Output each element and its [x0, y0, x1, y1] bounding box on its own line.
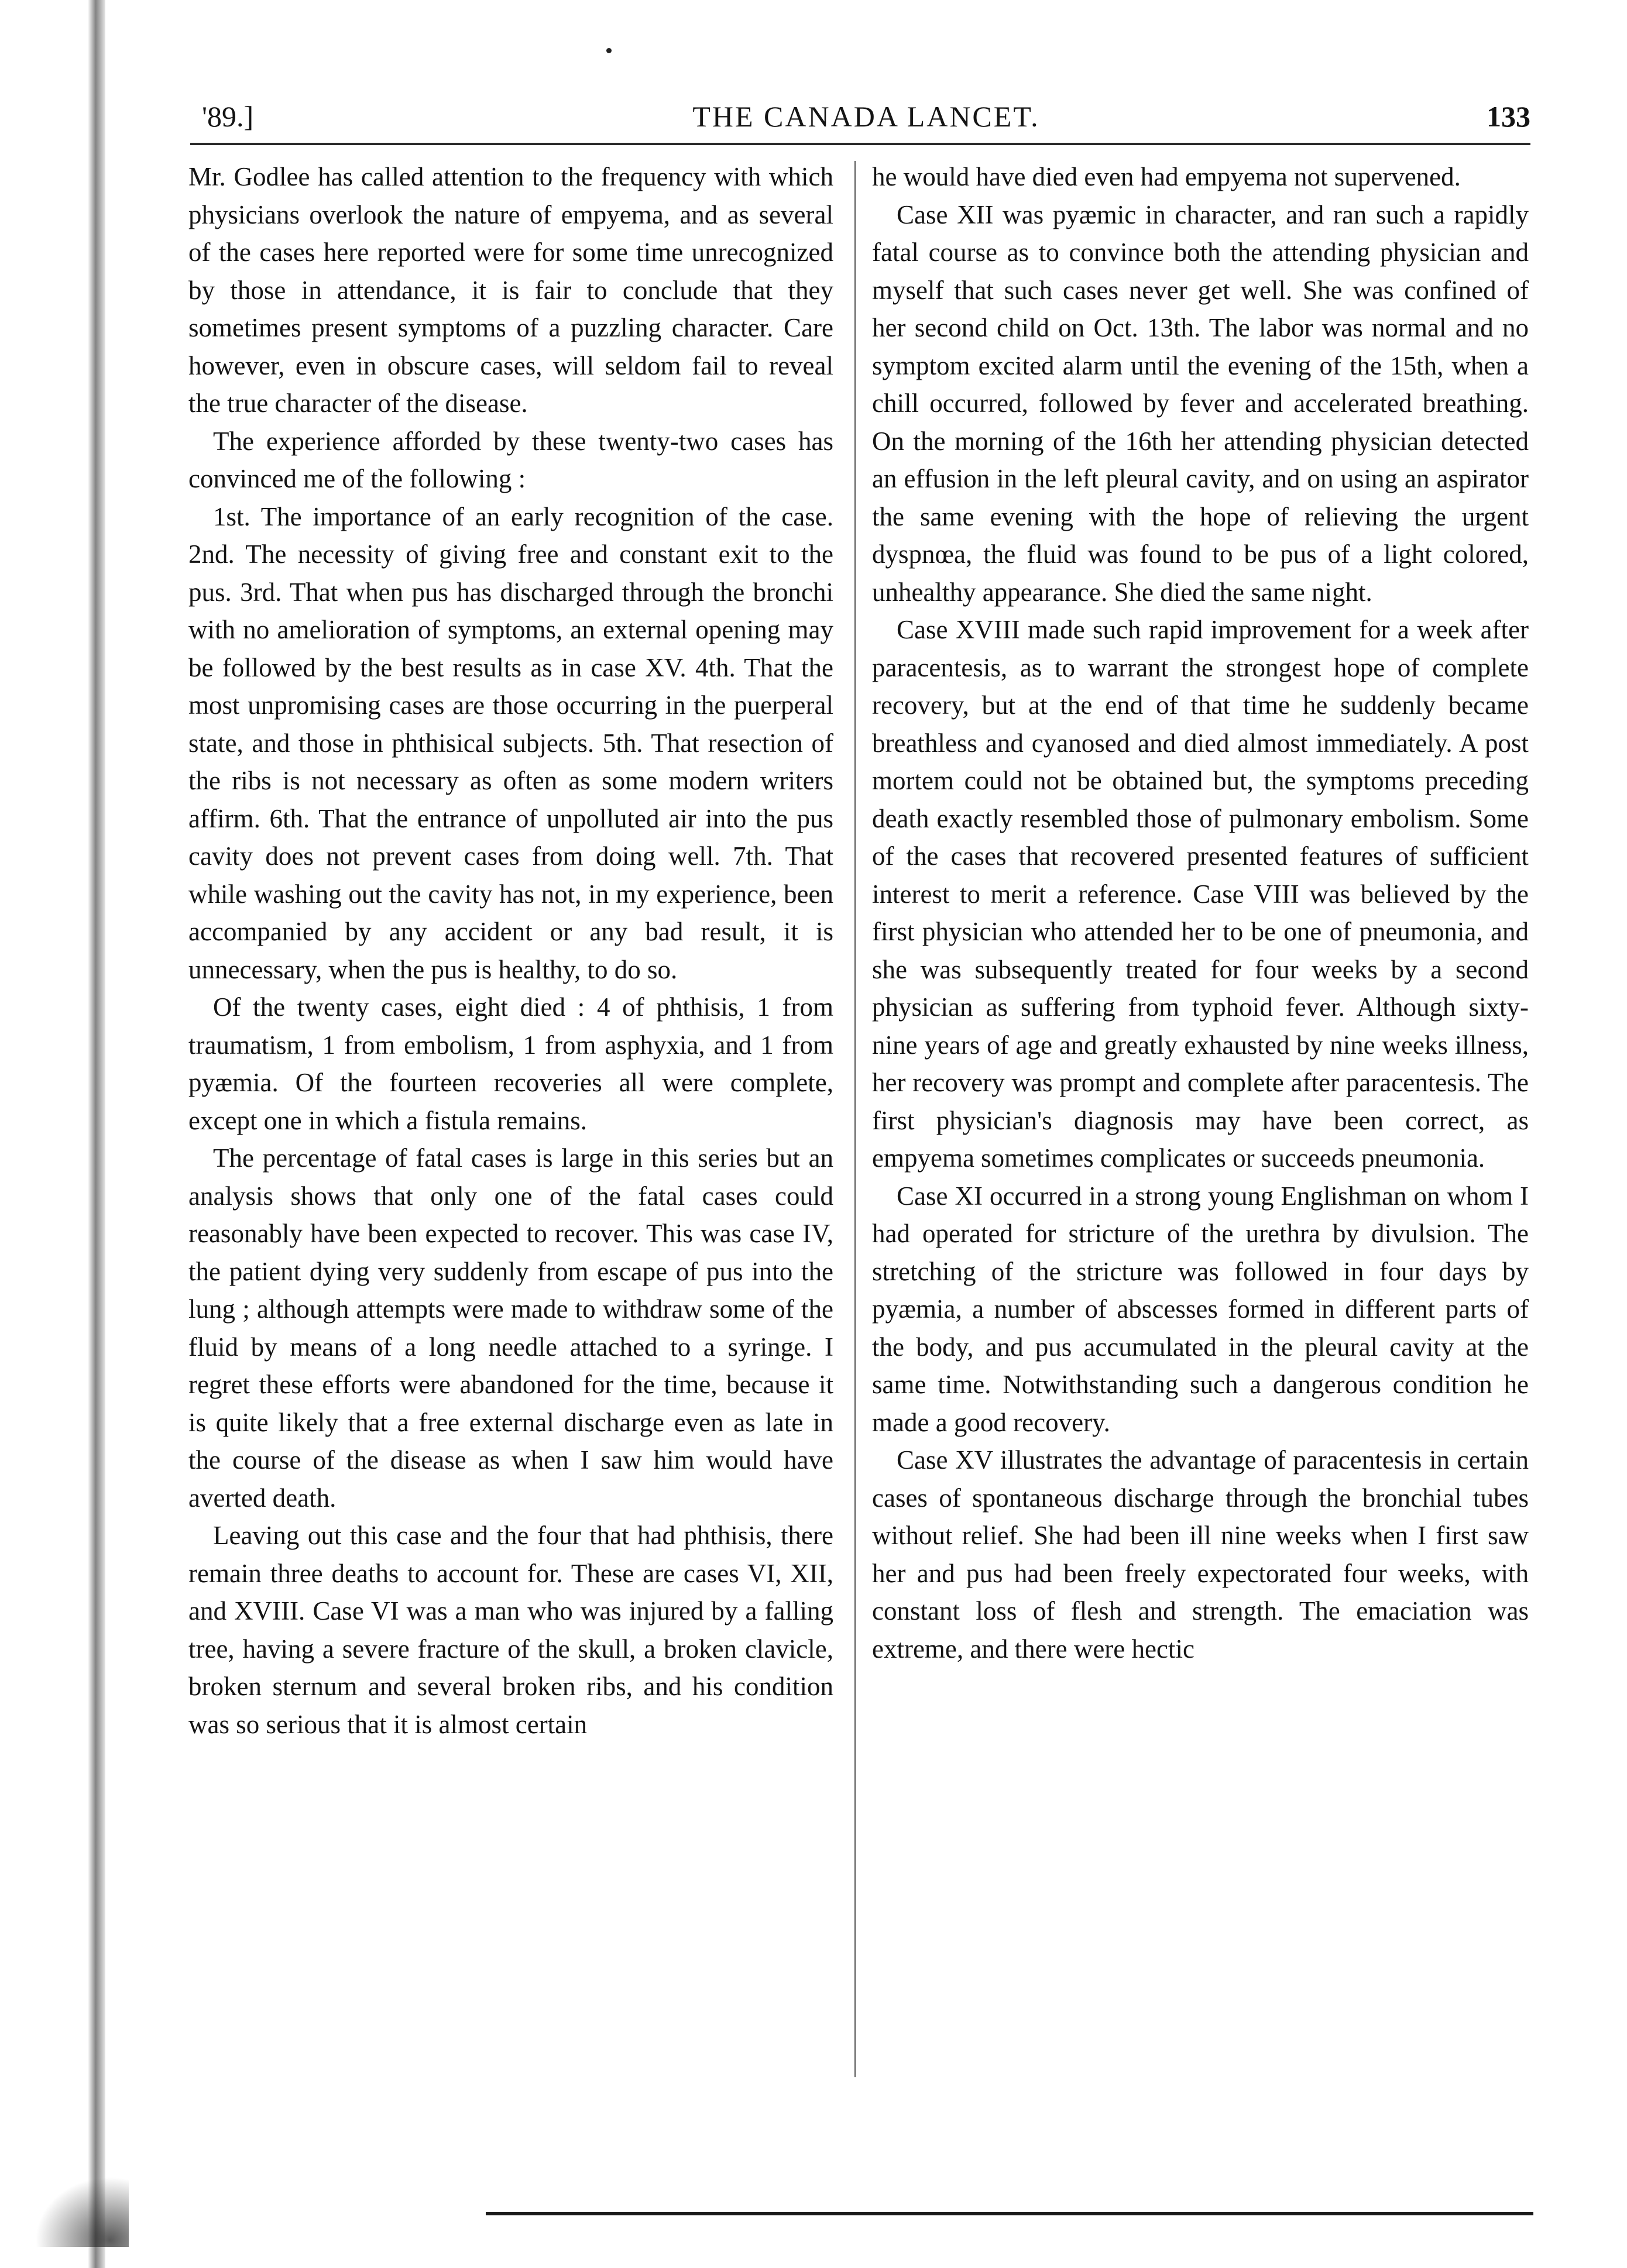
page-number: 133 — [1487, 100, 1530, 133]
right-column — [872, 158, 1529, 2077]
paragraph: he would have died even had empyema not supervened. — [872, 162, 1461, 191]
paragraph: 1st. The importance of an early recognition of the case. 2nd. The necessity of giving free and constant exit to the pus. 3rd. That when pus has discharged through the bronchi with no amelioration of symptoms, an external opening may be followed by the best results as in case XV. 4th. That the most unpromising cases are those occurring in the puerperal state, and those in phthisical subjects. 5th. That resection of the ribs is not necessary as often as some modern writers affirm. 6th. That the entrance of unpolluted air into the pus cavity does not prevent cases from doing well. 7th. That while washing out the cavity has not, in my experience, been accompanied by any accident or any bad result, it is unnecessary, when the pus is healthy, to do so. — [188, 501, 833, 984]
binding-shadow — [88, 0, 105, 2268]
column-divider — [854, 161, 856, 2077]
header-year: '89.] — [202, 100, 254, 133]
footer-rule — [486, 2212, 1533, 2215]
paragraph: The percentage of fatal cases is large in this series but an analysis shows that only one of the fatal cases could reasonably have been expected to recover. This was case IV, the patient dying very suddenly from escape of pus into the lung ; although attempts were made to withdraw some of the fluid by means of a long needle attached to a syringe. I regret these efforts were abandoned for the time, because it is quite likely that a free external discharge even as late in the course of the disease as when I saw him would have averted death. — [188, 1143, 833, 1513]
paragraph: Case XV illustrates the advantage of paracentesis in certain cases of spontaneous discharge through the bronchial tubes without relief. She had been ill nine weeks when I first saw her and pus had been freely expectorated four weeks, with constant loss of flesh and strength. The emaciation was extreme, and there were hectic — [872, 1445, 1529, 1664]
paragraph: Case XII was pyæmic in character, and ran such a rapidly fatal course as to convince both the attending physician and myself that such cases never get well. She was confined of her second child on Oct. 13th. The labor was normal and no symptom excited alarm until the evening of the 15th, when a chill occurred, followed by fever and accelerated breathing. On the morning of the 16th her attending physician detected an effusion in the left pleural cavity, and on using an aspirator the same evening with the hope of relieving the urgent dyspnœa, the fluid was found to be pus of a light colored, unhealthy appearance. She died the same night. — [872, 200, 1529, 607]
left-column — [188, 158, 833, 2077]
binding-corner-shadow — [35, 2177, 129, 2247]
paragraph: Of the twenty cases, eight died : 4 of phthisis, 1 from traumatism, 1 from embolism, 1 from asphyxia, and 1 from pyæmia. Of the fourteen recoveries all were complete, except one in which a fistula remains. — [188, 992, 833, 1135]
scan-speck — [606, 48, 612, 53]
header-rule — [190, 143, 1530, 145]
paragraph: Leaving out this case and the four that had phthisis, there remain three deaths to account for. These are cases VI, XII, and XVIII. Case VI was a man who was injured by a falling tree, having a severe fracture of the skull, a broken clavicle, broken sternum and several broken ribs, and his condition was so serious that it is almost certain — [188, 1521, 833, 1739]
paragraph: Case XI occurred in a strong young Englishman on whom I had operated for stricture of the urethra by divulsion. The stretching of the stricture was followed in four days by pyæmia, a number of abscesses formed in different parts of the body, and pus accumulated in the pleural cavity at the same time. Notwithstanding such a dangerous condition he made a good recovery. — [872, 1181, 1529, 1437]
journal-title: THE CANADA LANCET. — [692, 100, 1040, 133]
running-header — [202, 99, 1530, 140]
paragraph: Mr. Godlee has called attention to the frequency with which physicians overlook the nature of empyema, and as several of the cases here reported were for some time unrecognized by those in attendance, it is fair to conclude that they sometimes present symptoms of a puzzling character. Care however, even in obscure cases, will seldom fail to reveal the true character of the disease. — [188, 162, 833, 418]
paragraph: The experience afforded by these twenty-two cases has convinced me of the following : — [188, 426, 833, 493]
paragraph: Case XVIII made such rapid improvement for a week after paracentesis, as to warrant the strongest hope of complete recovery, but at the end of that time he suddenly became breathless and cyanosed and died almost immediately. A post mortem could not be obtained but, the symptoms preceding death exactly resembled those of pulmonary embolism. Some of the cases that recovered presented features of sufficient interest to merit a reference. Case VIII was believed by the first physician who attended her to be one of pneumonia, and she was subsequently treated for four weeks by a second physician as suffering from typhoid fever. Although sixty-nine years of age and greatly exhausted by nine weeks illness, her recovery was prompt and complete after paracentesis. The first physician's diagnosis may have been correct, as empyema sometimes complicates or succeeds pneumonia. — [872, 615, 1529, 1173]
